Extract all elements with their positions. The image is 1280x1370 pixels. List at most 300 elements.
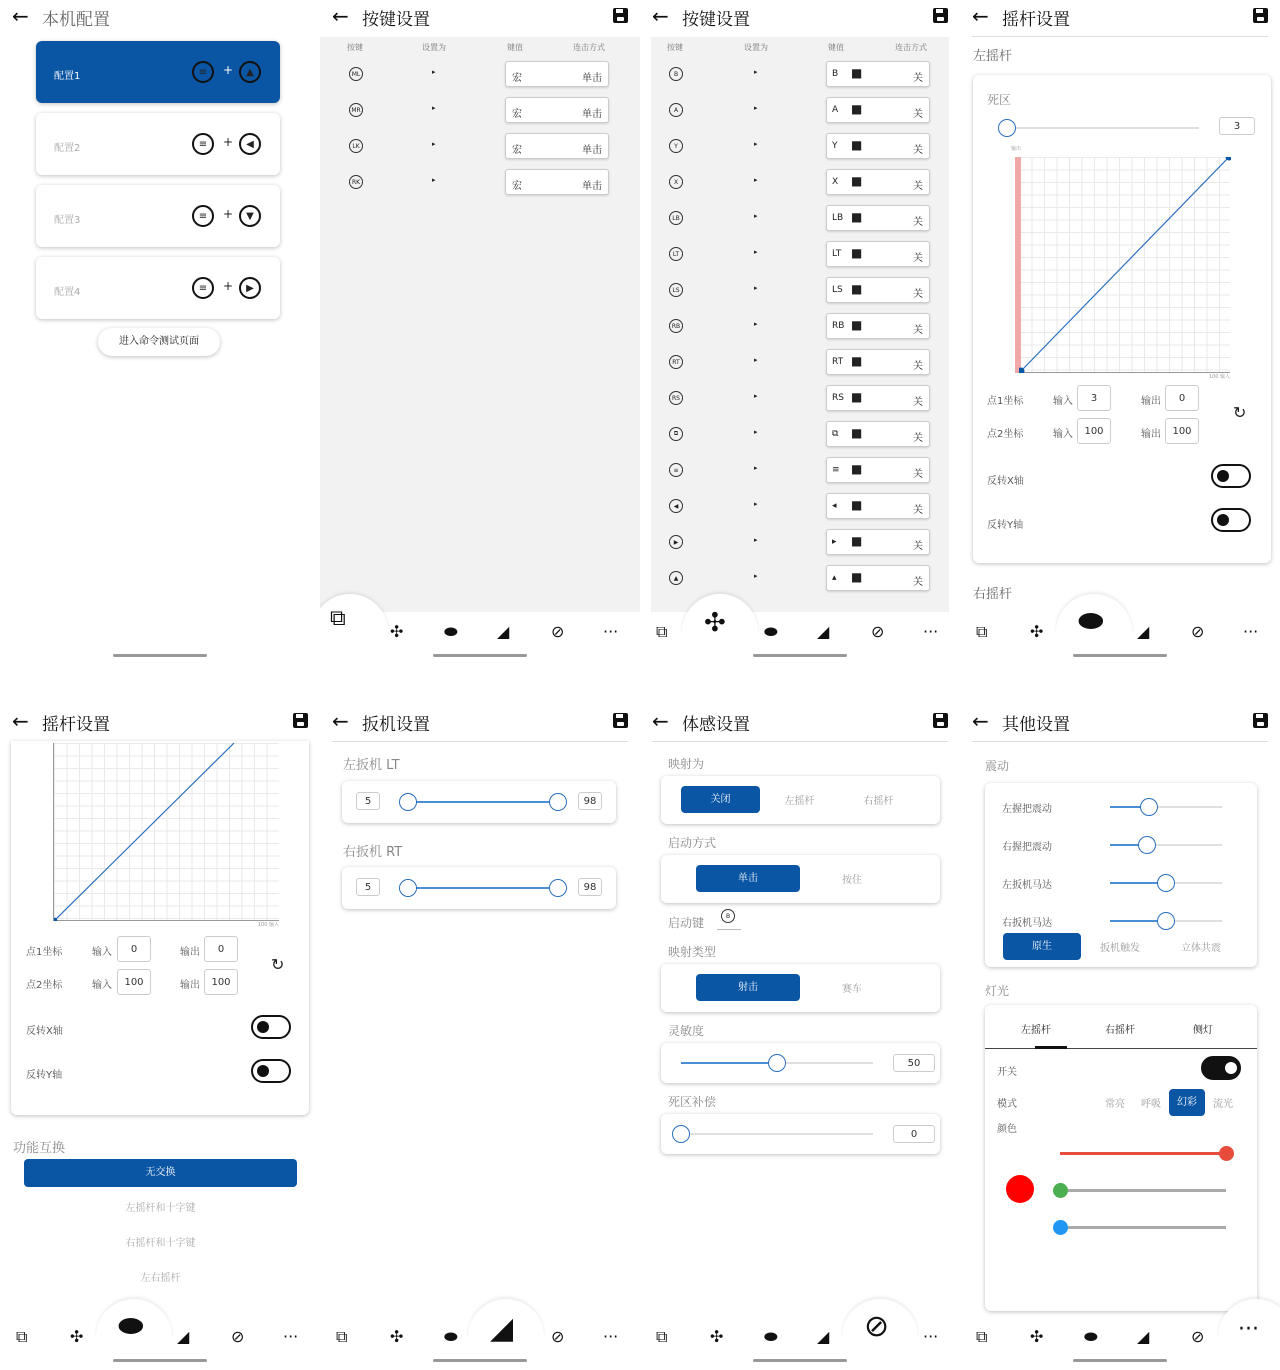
save-icon[interactable] [293, 713, 308, 728]
key-value-select[interactable]: RT ■ 关 [826, 349, 930, 375]
gamepad-icon: ■ [851, 354, 863, 368]
key-icon: X [669, 175, 683, 189]
point2-output[interactable]: 100 [204, 969, 238, 995]
map-type-card [661, 964, 940, 1012]
table-row[interactable] [651, 457, 949, 485]
mode-rainbow-option[interactable]: 幻彩 [1169, 1089, 1205, 1116]
stick-icon[interactable]: ⬬ [1078, 604, 1104, 639]
key-value-select[interactable]: LS ■ 关 [826, 277, 930, 303]
vibration-slider[interactable] [1110, 806, 1222, 808]
dpad-down-icon: ▼ [239, 205, 261, 227]
home-indicator [433, 654, 527, 657]
invert-x-label: 反转X轴 [26, 1026, 63, 1037]
vibration-item-label: 左扳机马达 [1002, 880, 1052, 891]
rt-max-value[interactable]: 98 [578, 878, 602, 896]
mapping-icon[interactable]: ⧉ [976, 622, 988, 641]
key-icon: ▶ [669, 535, 683, 549]
sensitivity-card [661, 1043, 940, 1083]
arrow-icon: ▸ [754, 428, 758, 436]
start-mode-label: 启动方式 [668, 836, 717, 850]
page-title: 本机配置 [42, 10, 110, 30]
point2-label: 点2坐标 [987, 429, 1024, 440]
config-item-3[interactable] [36, 185, 280, 247]
mapping-icon[interactable]: ⧉ [656, 622, 668, 641]
back-arrow-icon[interactable]: ← [12, 4, 29, 28]
dpad-icon[interactable]: ✣ [704, 608, 726, 638]
key-icon: B [669, 67, 683, 81]
sensitivity-slider[interactable] [681, 1062, 873, 1064]
color-label: 颜色 [997, 1124, 1017, 1135]
key-icon: ≡ [669, 463, 683, 477]
reset-icon[interactable]: ↻ [1233, 403, 1247, 422]
swap-option-left-dpad[interactable]: 左摇杆和十字键 [125, 1203, 196, 1214]
arrow-icon: ▸ [754, 464, 758, 472]
menu-icon: ≡ [192, 205, 214, 227]
slider-thumb[interactable] [1138, 836, 1156, 854]
panel-trigger-settings [320, 705, 640, 1368]
vibration-item-label: 右握把震动 [1002, 842, 1052, 853]
reset-icon[interactable]: ↻ [271, 955, 285, 974]
key-value-select[interactable]: ▸ ■ 关 [826, 529, 930, 555]
motion-icon[interactable]: ⊘ [551, 622, 565, 641]
mapping-icon[interactable]: ⧉ [976, 1327, 988, 1346]
motion-icon[interactable]: ⊘ [1191, 622, 1205, 641]
key-value-select[interactable]: ⧉ ■ 关 [826, 421, 930, 447]
point1-input[interactable]: 0 [117, 936, 151, 962]
start-key-b-icon[interactable]: B [721, 909, 735, 923]
mapping-icon[interactable]: ⧉ [656, 1327, 668, 1346]
mapping-icon[interactable]: ⧉ [330, 606, 346, 631]
curve-svg [1019, 157, 1231, 373]
motion-icon[interactable]: ⊘ [551, 1327, 565, 1346]
divider [972, 741, 1268, 742]
back-arrow-icon[interactable]: ← [332, 709, 349, 733]
tab-left-stick[interactable]: 左摇杆 [1021, 1025, 1051, 1036]
type-race-option[interactable]: 赛车 [842, 984, 862, 995]
rt-label: 右扳机 RT [343, 845, 403, 860]
key-value-select[interactable]: ≡ ■ 关 [826, 457, 930, 483]
col-set-as: 设置为 [422, 43, 446, 52]
green-slider[interactable] [1060, 1189, 1226, 1192]
lt-card [342, 781, 616, 823]
point1-label: 点1坐标 [26, 947, 63, 958]
trigger-icon[interactable]: ◢ [817, 622, 830, 641]
slider-thumb[interactable] [672, 1125, 690, 1143]
key-value-select[interactable]: RS ■ 关 [826, 385, 930, 411]
dpad-icon[interactable]: ✣ [70, 1327, 84, 1346]
arrow-icon: ▸ [754, 176, 758, 184]
plus-label: + [223, 207, 234, 221]
rt-min-value[interactable]: 5 [356, 878, 380, 896]
back-arrow-icon[interactable]: ← [972, 4, 989, 28]
slider-thumb[interactable] [1157, 874, 1175, 892]
invert-x-toggle[interactable] [251, 1015, 291, 1039]
key-value-select[interactable]: RB ■ 关 [826, 313, 930, 339]
key-value-select[interactable]: X ■ 关 [826, 169, 930, 195]
slider-thumb[interactable] [1140, 798, 1158, 816]
back-arrow-icon[interactable]: ← [12, 709, 29, 733]
save-icon[interactable] [613, 8, 628, 23]
key-icon: LS [669, 283, 683, 297]
plus-label: + [223, 135, 234, 149]
config-label: 配置3 [54, 215, 81, 226]
page-title: 摇杆设置 [42, 715, 110, 735]
table-row[interactable] [651, 493, 949, 521]
back-arrow-icon[interactable]: ← [972, 709, 989, 733]
key-icon: RK [349, 175, 363, 189]
trigger-icon[interactable]: ◢ [817, 1327, 830, 1346]
tab-side-light[interactable]: 侧灯 [1193, 1025, 1213, 1036]
map-type-segment [696, 974, 904, 1001]
swap-option-sticks[interactable]: 左右摇杆 [140, 1273, 181, 1284]
point1-output[interactable]: 0 [204, 936, 238, 962]
table-row[interactable] [651, 349, 949, 377]
col-mode: 连击方式 [573, 43, 605, 52]
table-row[interactable] [651, 565, 949, 593]
plus-label: + [223, 279, 234, 293]
save-icon[interactable] [933, 8, 948, 23]
map-off-option[interactable]: 关闭 [681, 786, 760, 813]
deadzone-comp-slider[interactable] [681, 1133, 873, 1135]
start-hold-option[interactable]: 按住 [842, 875, 862, 886]
dpad-up-icon: ▲ [239, 61, 261, 83]
switch-label: 开关 [997, 1067, 1017, 1078]
more-icon[interactable]: ··· [1243, 622, 1259, 641]
bottom-nav [640, 610, 960, 663]
map-to-label: 映射为 [668, 757, 705, 771]
mapping-icon[interactable]: ⧉ [16, 1327, 28, 1346]
key-icon: RS [669, 391, 683, 405]
motion-icon[interactable]: ⊘ [1191, 1327, 1205, 1346]
stick-icon[interactable]: ⬬ [1084, 1327, 1098, 1346]
header [960, 705, 1280, 741]
vibration-slider[interactable] [1110, 882, 1222, 884]
mapping-icon[interactable]: ⧉ [336, 1327, 348, 1346]
invert-y-label: 反转Y轴 [987, 520, 1024, 531]
gamepad-icon: ■ [851, 318, 863, 332]
output-label: 输出 [1141, 429, 1161, 440]
key-value-select[interactable]: 宏 单击 [505, 97, 609, 123]
mode-label: 模式 [997, 1099, 1017, 1110]
point2-label: 点2坐标 [26, 980, 63, 991]
vibration-label: 震动 [985, 759, 1010, 773]
key-value-select[interactable]: A ■ 关 [826, 97, 930, 123]
home-indicator [753, 654, 847, 657]
bottom-nav [320, 1311, 640, 1368]
key-icon: ⧉ [669, 427, 683, 441]
arrow-icon: ▸ [432, 176, 436, 184]
swap-option-right-dpad[interactable]: 右摇杆和十字键 [125, 1238, 196, 1249]
map-to-card [661, 776, 940, 824]
key-value-select[interactable]: ◂ ■ 关 [826, 493, 930, 519]
rt-min-thumb[interactable] [399, 879, 417, 897]
table-row[interactable] [651, 61, 949, 89]
sensitivity-label: 灵敏度 [668, 1024, 705, 1038]
gamepad-icon: ■ [851, 138, 863, 152]
gamepad-icon: ■ [851, 462, 863, 476]
panel-button-settings-1 [320, 0, 640, 663]
key-value-select[interactable]: B ■ 关 [826, 61, 930, 87]
sensitivity-value[interactable]: 50 [893, 1054, 935, 1072]
home-indicator [753, 1359, 847, 1362]
gamepad-icon: ■ [851, 390, 863, 404]
table-row[interactable] [651, 133, 949, 161]
mode-breath-option[interactable]: 呼吸 [1141, 1099, 1161, 1110]
button-table [651, 37, 949, 612]
more-icon[interactable]: ··· [923, 622, 939, 641]
trigger-icon[interactable]: ◢ [177, 1327, 190, 1346]
key-value-select[interactable]: LT ■ 关 [826, 241, 930, 267]
more-icon[interactable]: ··· [283, 1327, 299, 1346]
point2-input[interactable]: 100 [117, 969, 151, 995]
dpad-icon[interactable]: ✣ [710, 1327, 724, 1346]
save-icon[interactable] [1253, 713, 1268, 728]
vibration-slider[interactable] [1110, 844, 1222, 846]
config-label: 配置4 [54, 287, 81, 298]
start-mode-card [661, 855, 940, 903]
key-icon: ML [349, 67, 363, 81]
key-icon: A [669, 103, 683, 117]
arrow-icon: ▸ [754, 320, 758, 328]
left-stick-card [973, 75, 1271, 563]
table-row[interactable] [651, 169, 949, 197]
page-title: 体感设置 [682, 715, 750, 735]
key-value-select[interactable]: 宏 单击 [505, 169, 609, 195]
arrow-icon: ▸ [754, 212, 758, 220]
axis-in: 100 输入 [257, 922, 279, 928]
back-arrow-icon[interactable]: ← [652, 4, 669, 28]
page-title: 按键设置 [362, 10, 430, 30]
motion-icon[interactable]: ⊘ [871, 622, 885, 641]
swap-option-none[interactable]: 无交换 [24, 1159, 297, 1187]
dpad-left-icon: ◀ [239, 133, 261, 155]
key-icon: LT [669, 247, 683, 261]
table-row[interactable] [651, 421, 949, 449]
save-icon[interactable] [613, 713, 628, 728]
point2-output[interactable]: 100 [1165, 418, 1199, 444]
dpad-right-icon: ▶ [239, 277, 261, 299]
deadzone-comp-card [661, 1114, 940, 1154]
arrow-icon: ▸ [754, 248, 758, 256]
arrow-icon: ▸ [754, 500, 758, 508]
trigger-icon[interactable]: ◢ [497, 622, 510, 641]
point2-input[interactable]: 100 [1077, 418, 1111, 444]
vib-stereo-option[interactable]: 立体共震 [1181, 943, 1221, 954]
back-arrow-icon[interactable]: ← [652, 709, 669, 733]
config-item-4[interactable] [36, 257, 280, 319]
stick-icon[interactable]: ⬬ [444, 1327, 458, 1346]
swap-title: 功能互换 [13, 1141, 66, 1156]
rt-range-slider[interactable] [408, 887, 558, 889]
stick-icon[interactable]: ⬬ [764, 622, 778, 641]
gamepad-icon: ■ [851, 534, 863, 548]
deadzone-comp-value[interactable]: 0 [893, 1125, 935, 1143]
lt-max-value[interactable]: 98 [578, 792, 602, 810]
deadzone-slider[interactable] [1001, 127, 1199, 129]
point1-label: 点1坐标 [987, 396, 1024, 407]
output-label: 输出 [1141, 396, 1161, 407]
curve-chart [1011, 146, 1230, 380]
red-slider[interactable] [1060, 1152, 1226, 1155]
slider-thumb[interactable] [768, 1054, 786, 1072]
invert-x-label: 反转X轴 [987, 476, 1024, 487]
slider-thumb[interactable] [1053, 1220, 1068, 1235]
more-icon[interactable]: ··· [603, 622, 619, 641]
light-label: 灯光 [985, 984, 1010, 998]
input-label: 输入 [92, 947, 112, 958]
active-tab-indicator [1035, 1046, 1067, 1049]
home-indicator [113, 654, 207, 657]
key-icon: LK [349, 139, 363, 153]
config-item-2[interactable] [36, 113, 280, 175]
vibration-slider[interactable] [1110, 920, 1222, 922]
deadzone-value[interactable]: 3 [1219, 117, 1255, 135]
home-indicator [433, 1359, 527, 1362]
vib-native-option[interactable]: 原生 [1003, 933, 1081, 960]
gamepad-icon: ■ [851, 210, 863, 224]
input-label: 输入 [1053, 429, 1073, 440]
trigger-icon[interactable]: ◢ [490, 1311, 514, 1346]
curve-chart [53, 743, 279, 928]
start-key-label: 启动键 [668, 916, 705, 930]
gamepad-icon: ■ [851, 498, 863, 512]
invert-x-toggle[interactable] [1211, 464, 1251, 488]
trigger-icon[interactable]: ◢ [1137, 622, 1150, 641]
dpad-icon[interactable]: ✣ [390, 622, 404, 641]
arrow-icon: ▸ [754, 536, 758, 544]
command-test-button[interactable]: 进入命令测试页面 [98, 328, 220, 356]
invert-y-toggle[interactable] [251, 1059, 291, 1083]
bottom-nav [960, 604, 1280, 663]
header [0, 705, 320, 741]
dpad-icon[interactable]: ✣ [1030, 622, 1044, 641]
more-icon[interactable]: ··· [923, 1327, 939, 1346]
save-icon[interactable] [933, 713, 948, 728]
rt-card [342, 867, 616, 909]
more-icon[interactable]: ··· [1238, 1317, 1259, 1342]
point1-input[interactable]: 3 [1077, 385, 1111, 411]
slider-thumb[interactable] [1157, 912, 1175, 930]
table-row[interactable] [651, 241, 949, 269]
start-click-option[interactable]: 单击 [696, 865, 800, 892]
header [640, 705, 960, 741]
key-value-select[interactable]: ▴ ■ 关 [826, 565, 930, 591]
panel-motion-settings [640, 705, 960, 1368]
light-switch-toggle[interactable] [1201, 1056, 1241, 1080]
motion-icon[interactable]: ⊘ [231, 1327, 245, 1346]
key-icon: Y [669, 139, 683, 153]
map-left-stick-option[interactable]: 左摇杆 [784, 796, 815, 807]
axis-out: 输出 [1011, 146, 1022, 152]
vibration-item-label: 右扳机马达 [1002, 918, 1052, 929]
save-icon[interactable] [1253, 8, 1268, 23]
stick-card [11, 741, 309, 1115]
key-value-select[interactable]: 宏 单击 [505, 61, 609, 87]
trigger-icon[interactable]: ◢ [1137, 1327, 1150, 1346]
stick-icon[interactable]: ⬬ [444, 622, 458, 641]
back-arrow-icon[interactable]: ← [332, 4, 349, 28]
key-value-select[interactable]: LB ■ 关 [826, 205, 930, 231]
arrow-icon: ▸ [754, 356, 758, 364]
slider-thumb[interactable] [1219, 1146, 1234, 1161]
slider-thumb[interactable] [1053, 1183, 1068, 1198]
stick-icon[interactable]: ⬬ [118, 1309, 144, 1344]
axis-in: 100 输入 [1208, 374, 1230, 380]
tab-right-stick[interactable]: 右摇杆 [1105, 1025, 1135, 1036]
key-value-select[interactable]: Y ■ 关 [826, 133, 930, 159]
output-label: 输出 [180, 980, 200, 991]
key-value-select[interactable]: 宏 单击 [505, 133, 609, 159]
gamepad-icon: ■ [851, 174, 863, 188]
stick-icon[interactable]: ⬬ [764, 1327, 778, 1346]
lt-range-slider[interactable] [408, 801, 558, 803]
blue-slider[interactable] [1060, 1226, 1226, 1229]
home-indicator [1073, 1359, 1167, 1362]
arrow-icon: ▸ [754, 104, 758, 112]
curve-line [54, 743, 234, 921]
col-key: 按键 [667, 43, 683, 52]
header [640, 0, 960, 36]
mode-flow-option[interactable]: 流光 [1213, 1099, 1233, 1110]
config-item-1[interactable] [36, 41, 280, 103]
vib-trigger-option[interactable]: 扳机触发 [1100, 943, 1140, 954]
key-icon: LB [669, 211, 683, 225]
invert-y-toggle[interactable] [1211, 508, 1251, 532]
key-icon: MR [349, 103, 363, 117]
col-value: 键值 [828, 43, 844, 52]
color-swatch [1006, 1175, 1034, 1203]
type-shoot-option[interactable]: 射击 [696, 974, 800, 1001]
divider [652, 741, 948, 742]
arrow-icon: ▸ [754, 392, 758, 400]
table-row[interactable] [651, 385, 949, 413]
more-icon[interactable]: ··· [603, 1327, 619, 1346]
home-indicator [113, 1359, 207, 1362]
lt-max-thumb[interactable] [549, 793, 567, 811]
dpad-icon[interactable]: ✣ [1030, 1327, 1044, 1346]
rt-max-thumb[interactable] [549, 879, 567, 897]
table-row[interactable] [651, 277, 949, 305]
arrow-icon: ▸ [754, 284, 758, 292]
light-card [985, 1005, 1257, 1311]
dpad-icon[interactable]: ✣ [390, 1327, 404, 1346]
table-row[interactable] [651, 313, 949, 341]
panel-other-settings [960, 705, 1280, 1368]
table-row[interactable] [651, 529, 949, 557]
key-icon: RB [669, 319, 683, 333]
table-row[interactable] [651, 205, 949, 233]
lt-min-thumb[interactable] [399, 793, 417, 811]
light-tabs [985, 1005, 1257, 1049]
table-row[interactable] [651, 97, 949, 125]
arrow-icon: ▸ [754, 140, 758, 148]
point1-output[interactable]: 0 [1165, 385, 1199, 411]
lt-min-value[interactable]: 5 [356, 792, 380, 810]
header [0, 0, 320, 36]
page-title: 按键设置 [682, 10, 750, 30]
panel-stick-settings-1 [960, 0, 1280, 663]
arrow-icon: ▸ [432, 140, 436, 148]
mode-steady-option[interactable]: 常亮 [1105, 1099, 1125, 1110]
map-right-stick-option[interactable]: 右摇杆 [863, 796, 894, 807]
slider-thumb[interactable] [998, 119, 1016, 137]
gamepad-icon: ■ [851, 102, 863, 116]
input-label: 输入 [1053, 396, 1073, 407]
motion-icon[interactable]: ⊘ [864, 1309, 890, 1344]
gamepad-icon: ■ [851, 66, 863, 80]
divider [332, 741, 628, 742]
arrow-icon: ▸ [754, 68, 758, 76]
